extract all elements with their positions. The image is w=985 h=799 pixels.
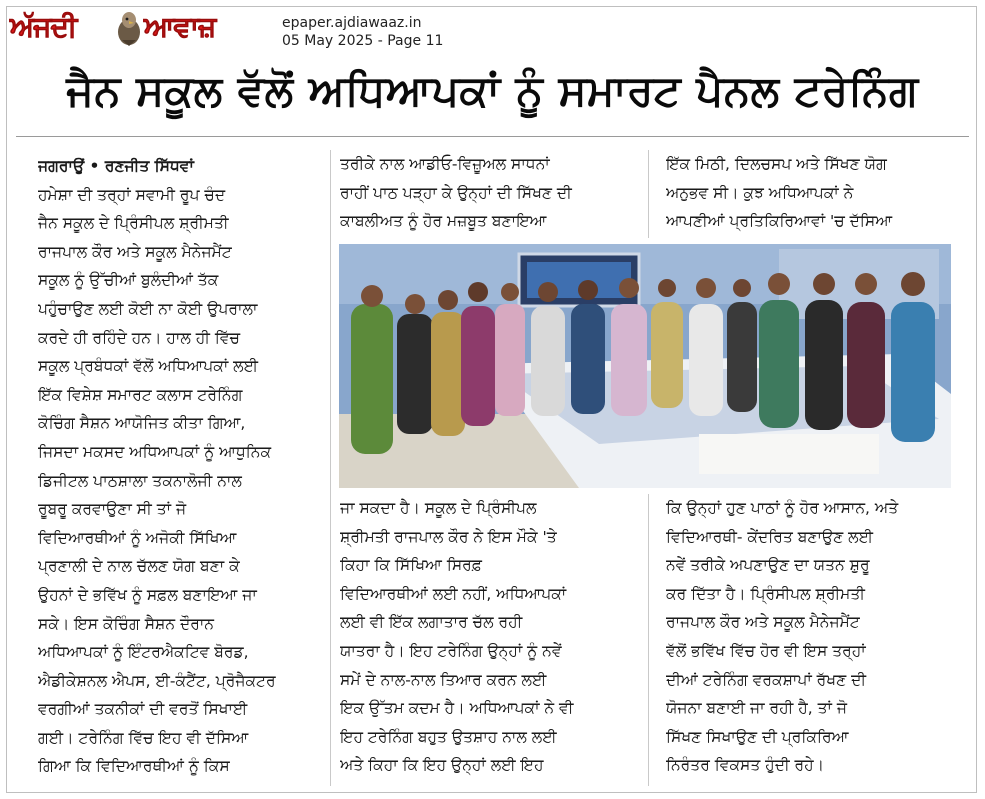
column-divider-2-top: [648, 150, 649, 238]
article-headline: ਜੈਨ ਸਕੂਲ ਵੱਲੋਂ ਅਧਿਆਪਕਾਂ ਨੂੰ ਸਮਾਰਟ ਪੈਨਲ ਟਰੇਨਿੰਗ: [66, 66, 919, 115]
column-divider-2-bottom: [648, 494, 649, 786]
column-3-top-text: ਇੱਕ ਮਿਠੀ, ਦਿਲਚਸਪ ਅਤੇ ਸਿੱਖਣ ਯੋਗ ਅਨੁਭਵ ਸੀ। ਕੁਝ ਅਧਿਆਪਕਾਂ ਨੇ ਆਪਣੀਆਂ ਪ੍ਰਤਿਕਿਰਿਆਵਾਂ 'ਚ ਦੱਸਿਆ: [666, 155, 893, 231]
column-2-bottom-text: ਜਾ ਸਕਦਾ ਹੈ। ਸਕੂਲ ਦੇ ਪ੍ਰਿੰਸੀਪਲ ਸ਼੍ਰੀਮਤੀ ਰਾਜਪਾਲ ਕੌਰ ਨੇ ਇਸ ਮੌਕੇ 'ਤੇ ਕਿਹਾ ਕਿ ਸਿੱਖਿਆ ਸਿਰਫ਼ ਵਿਦਿਆਰਥੀਆਂ ਲਈ ਨਹੀਂ, ਅਧਿਆਪਕਾਂ ਲਈ ਵੀ ਇੱਕ ਲਗਾਤਾਰ ਚੱਲ ਰਹੀ ਯਾਤਰਾ ਹੈ। ਇਹ ਟਰੇਨਿੰਗ ਉਨ੍ਹਾਂ ਨੂੰ ਨਵੇਂ ਸਮੇਂ ਦੇ ਨਾਲ-ਨਾਲ ਤਿਆਰ ਕਰਨ ਲਈ ਇਕ ਉੱਤਮ ਕਦਮ ਹੈ। ਅਧਿਆਪਕਾਂ ਨੇ ਵੀ ਇਹ ਟਰੇਨਿੰਗ ਬਹੁਤ ਉਤਸ਼ਾਹ ਨਾਲ ਲਈ ਅਤੇ ਕਿਹਾ ਕਿ ਇਹ ਉਨ੍ਹਾਂ ਲਈ ਇਹ: [340, 499, 574, 775]
column-divider-1: [330, 150, 331, 786]
column-1-text: ਹਮੇਸ਼ਾ ਦੀ ਤਰ੍ਹਾਂ ਸਵਾਮੀ ਰੂਪ ਚੰਦ ਜੈਨ ਸਕੂਲ ਦੇ ਪ੍ਰਿੰਸੀਪਲ ਸ਼੍ਰੀਮਤੀ ਰਾਜਪਾਲ ਕੌਰ ਅਤੇ ਸਕੂਲ ਮੈਨੇਜਮੈਂਟ ਸਕੂਲ ਨੂੰ ਉੱਚੀਆਂ ਬੁਲੰਦੀਆਂ ਤੱਕ ਪਹੁੰਚਾਉਣ ਲਈ ਕੋਈ ਨਾ ਕੋਈ ਉਪਰਾਲਾ ਕਰਦੇ ਹੀ ਰਹਿੰਦੇ ਹਨ। ਹਾਲ ਹੀ ਵਿੱਚ ਸਕੂਲ ਪ੍ਰਬੰਧਕਾਂ ਵੱਲੋਂ ਅਧਿਆਪਕਾਂ ਲਈ ਇੱਕ ਵਿਸ਼ੇਸ਼ ਸਮਾਰਟ ਕਲਾਸ ਟਰੇਨਿੰਗ ਕੋਚਿੰਗ ਸੈਸ਼ਨ ਆਯੋਜਿਤ ਕੀਤਾ ਗਿਆ, ਜਿਸਦਾ ਮਕਸਦ ਅਧਿਆਪਕਾਂ ਨੂੰ ਆਧੁਨਿਕ ਡਿਜੀਟਲ ਪਾਠਸ਼ਾਲਾ ਤਕਨਾਲੋਜੀ ਨਾਲ ਰੂਬਰੂ ਕਰਵਾਉਣਾ ਸੀ ਤਾਂ ਜੋ ਵਿਦਿਆਰਥੀਆਂ ਨੂੰ ਅਜੋਕੀ ਸਿੱਖਿਆ ਪ੍ਰਣਾਲੀ ਦੇ ਨਾਲ ਚੱਲਣ ਯੋਗ ਬਣਾ ਕੇ ਉਹਨਾਂ ਦੇ ਭਵਿੱਖ ਨੂੰ ਸਫ਼ਲ ਬਣਾਇਆ ਜਾ ਸਕੇ। ਇਸ ਕੋਚਿੰਗ ਸੈਸ਼ਨ ਦੌਰਾਨ ਅਧਿਆਪਕਾਂ ਨੂੰ ਇੰਟਰਐਕਟਿਵ ਬੋਰਡ, ਐਡੀਕੇਸ਼ਨਲ ਐਪਸ, ਈ-ਕੰਟੈਂਟ, ਪ੍ਰੋਜੈਕਟਰ ਵਰਗੀਆਂ ਤਕਨੀਕਾਂ ਦੀ ਵਰਤੋਂ ਸਿਖਾਈ ਗਈ। ਟਰੇਨਿੰਗ ਵਿੱਚ ਇਹ ਵੀ ਦੱਸਿਆ ਗਿਆ ਕਿ ਵਿਦਿਆਰਥੀਆਂ ਨੂੰ ਕਿਸ: [38, 185, 276, 776]
eagle-emblem-icon: [114, 10, 144, 46]
site-url-link[interactable]: epaper.ajdiawaaz.in: [282, 15, 422, 31]
newspaper-logo-left: ਅੱਜਦੀ: [10, 10, 77, 43]
photo-scene: [339, 244, 951, 488]
edition-info: [282, 14, 443, 50]
byline: ਜਗਰਾਉਂ • ਰਣਜੀਤ ਸਿੱਧਵਾਂ: [38, 157, 194, 175]
masthead: [10, 8, 450, 52]
headline-divider: [16, 136, 969, 137]
training-group-photo: [339, 244, 951, 488]
column-2-top-text: ਤਰੀਕੇ ਨਾਲ ਆਡੀਓ-ਵਿਜ਼ੂਅਲ ਸਾਧਨਾਂ ਰਾਹੀਂ ਪਾਠ ਪੜ੍ਹਾ ਕੇ ਉਨ੍ਹਾਂ ਦੀ ਸਿੱਖਣ ਦੀ ਕਾਬਲੀਅਤ ਨੂੰ ਹੋਰ ਮਜ਼ਬੂਤ ਬਣਾਇਆ: [340, 155, 572, 231]
column-3-bottom-text: ਕਿ ਉਨ੍ਹਾਂ ਹੁਣ ਪਾਠਾਂ ਨੂੰ ਹੋਰ ਆਸਾਨ, ਅਤੇ ਵਿਦਿਆਰਥੀ- ਕੇਂਦਰਿਤ ਬਣਾਉਣ ਲਈ ਨਵੇਂ ਤਰੀਕੇ ਅਪਣਾਉਣ ਦਾ ਯਤਨ ਸ਼ੁਰੂ ਕਰ ਦਿੱਤਾ ਹੈ। ਪ੍ਰਿੰਸੀਪਲ ਸ਼੍ਰੀਮਤੀ ਰਾਜਪਾਲ ਕੌਰ ਅਤੇ ਸਕੂਲ ਮੈਨੇਜਮੈਂਟ ਵੱਲੋਂ ਭਵਿੱਖ ਵਿੱਚ ਹੋਰ ਵੀ ਇਸ ਤਰ੍ਹਾਂ ਦੀਆਂ ਟਰੇਨਿੰਗ ਵਰਕਸ਼ਾਪਾਂ ਰੱਖਣ ਦੀ ਯੋਜਨਾ ਬਣਾਈ ਜਾ ਰਹੀ ਹੈ, ਤਾਂ ਜੋ ਸਿੱਖਣ ਸਿਖਾਉਣ ਦੀ ਪ੍ਰਕਿਰਿਆ ਨਿਰੰਤਰ ਵਿਕਸਤ ਹੁੰਦੀ ਰਹੇ।: [666, 499, 899, 775]
newspaper-logo-right: ਆਵਾਜ਼: [144, 10, 216, 43]
article-column-1: [38, 152, 321, 792]
edition-date-page: 05 May 2025 - Page 11: [282, 33, 444, 49]
